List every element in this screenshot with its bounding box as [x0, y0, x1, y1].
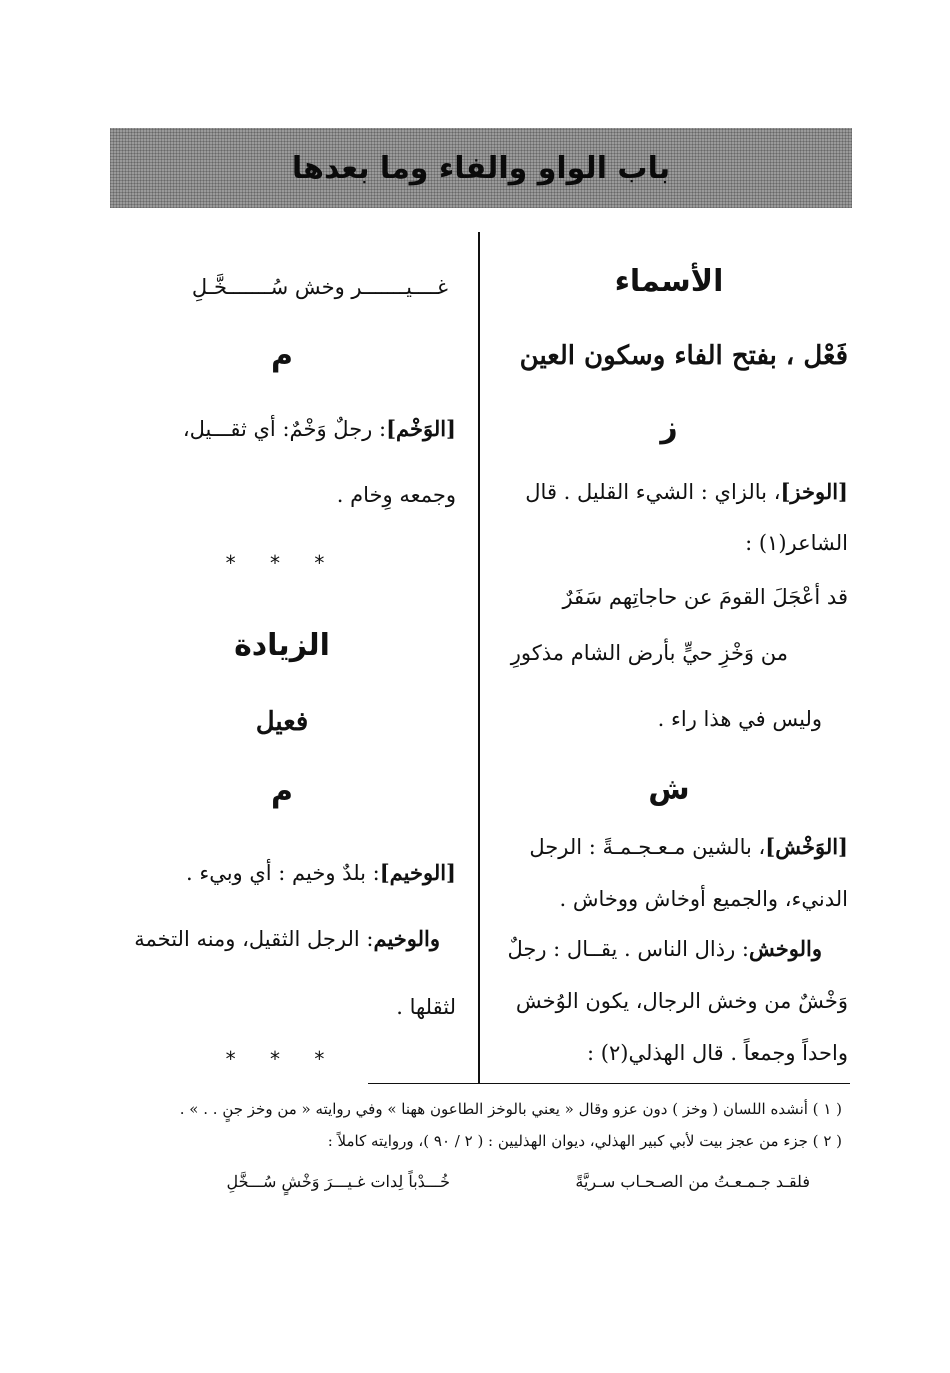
- entry-wakhim2-line1: والوخيم: الرجل الثقيل، ومنه التخمة: [134, 926, 440, 951]
- letter-heading-sh: ش: [648, 772, 690, 807]
- section-heading-addition: الزيادة: [234, 628, 330, 663]
- letter-heading-z: ز: [660, 410, 678, 445]
- entry-term: [الوخيم]: [379, 860, 456, 885]
- entry-term: [الوخز]: [780, 479, 848, 504]
- entry-wakhz-line1: [الوخز]، بالزاي : الشيء القليل . قال: [525, 479, 848, 504]
- entry-wakhim-line1: [الوخيم]: بلدٌ وخيم : أي وبيء .: [185, 860, 456, 885]
- entry-wakhsh2-line1: والوخش: رذال الناس . يقــال : رجلٌ: [507, 936, 822, 961]
- section-heading-names: الأسماء: [614, 264, 724, 299]
- footnote-1: ( ١ ) أنشده اللسان ( وخز ) دون عزو وقال « يعني بالوخز الطاعون ههنا » وفي روايته « من وخز جنٍ . . » .: [179, 1100, 842, 1118]
- entry-term: والوخش: [749, 936, 822, 961]
- entry-wakhsh-line1: [الوَخْش]، بالشين مـعـجـمـةً : الرجل: [529, 834, 848, 859]
- verse-line: من وَخْزِ حيٍّ بأرض الشام مذكورِ: [510, 641, 788, 665]
- pattern-heading: فعيل: [255, 707, 309, 737]
- chapter-banner: [110, 128, 852, 208]
- footnote-2: ( ٢ ) جزء من عجز بيت لأبي كبير الهذلي، ديوان الهذليين : ( ٢ / ٩٠ )، وروايته كاملاً :: [327, 1132, 842, 1150]
- entry-wakhim2-line2: لثقلها .: [396, 995, 456, 1019]
- section-separator: * * *: [225, 1047, 339, 1071]
- entry-wakhsh-line2: الدنيء، والجميع أوخاش ووخاش .: [559, 887, 848, 911]
- verse-continuation: غــــيـــــــر وخش سُـــــــخَّـلِ: [191, 275, 448, 299]
- footnote-verse-first-half: فلقـد جـمـعـتُ من الصـحـاب سـريَّةً: [575, 1172, 810, 1191]
- verse-line: قد أعْجَلَ القومَ عن حاجاتِهم سَفَرٌ: [562, 585, 848, 609]
- column-divider: [478, 232, 480, 1084]
- letter-heading-m: م: [271, 774, 293, 809]
- entry-wakhz-line2: الشاعر(١) :: [745, 531, 848, 555]
- footnote-verse-second-half: خُـــدْباً لِدات غـيـــرَ وَخْشٍ سُـــخَّلِ: [226, 1172, 450, 1191]
- paragraph: وليس في هذا راء .: [657, 707, 822, 731]
- entry-term: والوخيم: [373, 926, 440, 951]
- entry-term: [الوَخْش]: [765, 834, 848, 859]
- entry-term: [الوَخْم]: [386, 416, 456, 441]
- entry-wakhm-line2: وجمعه وِخام .: [336, 483, 456, 507]
- pattern-heading: فَعْل ، بفتح الفاء وسكون العين: [519, 341, 848, 371]
- entry-wakhm-line1: [الوَخْم]: رجلٌ وَخْمٌ: أي ثقـــيل،: [182, 416, 456, 441]
- entry-wakhsh2-line3: واحداً وجمعاً . قال الهذلي(٢) :: [587, 1041, 848, 1065]
- footnote-rule: [368, 1083, 850, 1084]
- letter-heading-m: م: [271, 338, 293, 373]
- section-separator: * * *: [225, 551, 339, 575]
- chapter-title: باب الواو والفاء وما بعدها: [291, 150, 671, 186]
- entry-wakhsh2-line2: وَخْشٌ من وخش الرجال، يكون الوُخش: [515, 989, 848, 1013]
